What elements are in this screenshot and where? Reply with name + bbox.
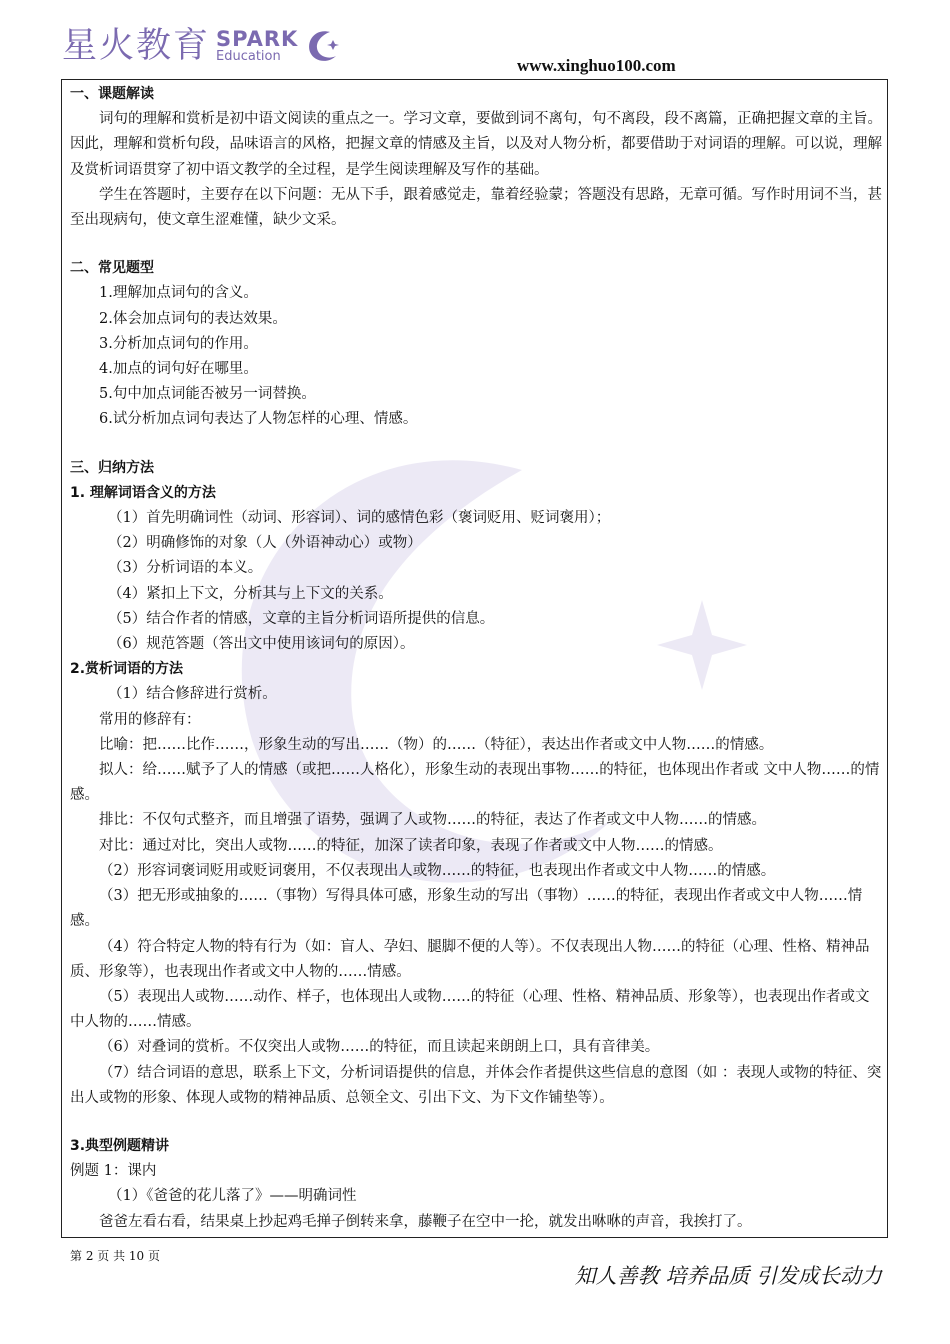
spark-logo-icon <box>300 26 344 66</box>
section-heading: 三、归纳方法 <box>70 459 154 476</box>
logo-spark: SPARK <box>216 27 299 51</box>
paragraph: （4）紧扣上下文，分析其与上下文的关系。 <box>108 585 393 602</box>
website-url: www.xinghuo100.com <box>517 56 676 75</box>
paragraph: 学生在答题时，主要存在以下问题：无从下手，跟着感觉走，靠着经验蒙；答题没有思路，无章可循。写作时用词不当，甚至出现病句，使文章生涩难懂，缺少文采。 <box>70 186 882 229</box>
page-number: 第 2 页 共 10 页 <box>70 1249 160 1263</box>
paragraph: 例题 1：课内 <box>70 1163 157 1180</box>
content-frame <box>61 79 888 1238</box>
logo-education: Education <box>216 49 281 64</box>
paragraph: （4）符合特定人物的特有行为（如：盲人、孕妇、腿脚不便的人等）。不仅表现出人物……的特征（心理、性格、精神品质、形象等），也表现出作者或文中人物的……情感。 <box>70 938 870 980</box>
paragraph: 3.分析加点词句的作用。 <box>99 335 258 352</box>
paragraph: 常用的修辞有： <box>99 711 201 728</box>
section-heading: 一、课题解读 <box>70 86 154 102</box>
paragraph: （3）把无形或抽象的……（事物）写得具体可感，形象生动的写出（事物）……的特征，表现出作者或文中人物……情感。 <box>70 888 863 930</box>
section-heading: 3.典型例题精讲 <box>70 1137 170 1154</box>
paragraph: （3）分析词语的本义。 <box>108 560 263 577</box>
paragraph: （2）形容词褒词贬用或贬词褒用，不仅表现出人或物……的特征，也表现出作者或文中人物……的情感。 <box>99 862 776 879</box>
paragraph: 4.加点的词句好在哪里。 <box>99 361 258 378</box>
paragraph: （2）明确修饰的对象（人（外语神动心）或物） <box>108 535 422 552</box>
paragraph: （5）表现出人或物……动作、样子，也体现出人或物……的特征（心理、性格、精神品质、形象等），也表现出作者或文中人物的……情感。 <box>70 988 870 1031</box>
paragraph: 词句的理解和赏析是初中语文阅读的重点之一。学习文章，要做到词不离句，句不离段，段不离篇，正确把握文章的主旨。因此，理解和赏析句段，品味语言的风格，把握文章的情感及主旨，以及对人物分析，都要借助于对词语的理解。可以说，理解及赏析词语贯穿了初中语文教学的全过程，是学生阅读理解及写作的基础。 <box>70 111 882 178</box>
spacer <box>70 233 882 256</box>
paragraph: 5.句中加点词能否被另一词替换。 <box>99 386 316 403</box>
paragraph: 2.体会加点词句的表达效果。 <box>99 310 287 327</box>
paragraph: （5）结合作者的情感，文章的主旨分析词语所提供的信息。 <box>108 610 495 627</box>
paragraph: （6）对叠词的赏析。不仅突出人或物……的特征，而且读起来朗朗上口，具有音律美。 <box>99 1039 660 1056</box>
paragraph: 比喻：把……比作……，形象生动的写出……（物）的……（特征），表达出作者或文中人物……的情感。 <box>99 736 774 753</box>
paragraph: （1）结合修辞进行赏析。 <box>108 686 277 703</box>
logo-english-text <box>216 29 298 63</box>
section-heading: 二、常见题型 <box>70 260 154 277</box>
document-body <box>70 82 882 1235</box>
paragraph: （1）首先明确词性（动词、形容词）、词的感情色彩（褒词贬用、贬词褒用）； <box>108 510 611 527</box>
section-heading: 1. 理解词语含义的方法 <box>70 484 216 501</box>
paragraph: （7）结合词语的意思，联系上下文，分析词语提供的信息，并体会作者提供这些信息的意图（如 ：表现人或物的特征、突出人或物的形象、体现人或物的精神品质、总领全文、引出下文、为下文作铺垫等）。 <box>70 1064 882 1106</box>
slogan: 知人善教 培养品质 引发成长动力 <box>574 1264 882 1288</box>
paragraph: 排比：不仅句式整齐，而且增强了语势，强调了人或物……的特征，表达了作者或文中人物……的情感。 <box>99 812 766 829</box>
paragraph: 6.试分析加点词句表达了人物怎样的心理、情感。 <box>99 411 418 428</box>
paragraph: （6）规范答题（答出文中使用该词句的原因）。 <box>108 636 415 653</box>
logo <box>62 26 344 66</box>
paragraph: （1）《爸爸的花儿落了》——明确词性 <box>108 1188 357 1205</box>
spacer <box>70 433 882 456</box>
section-heading: 2.赏析词语的方法 <box>70 661 184 678</box>
paragraph: 拟人：给……赋予了人的情感（或把……人格化），形象生动的表现出事物……的特征，也体现出作者或 文中人物……的情感。 <box>70 762 880 804</box>
paragraph: 爸爸左看右看，结果桌上抄起鸡毛掸子倒转来拿，藤鞭子在空中一抡，就发出咻咻的声音，我挨打了。 <box>99 1213 752 1230</box>
paragraph: 对比：通过对比，突出人或物……的特征，加深了读者印象，表现了作者或文中人物……的情感。 <box>99 837 723 854</box>
paragraph: 1.理解加点词句的含义。 <box>99 285 258 302</box>
spacer <box>70 1111 882 1134</box>
logo-chinese-text: 星火教育 <box>62 25 211 66</box>
